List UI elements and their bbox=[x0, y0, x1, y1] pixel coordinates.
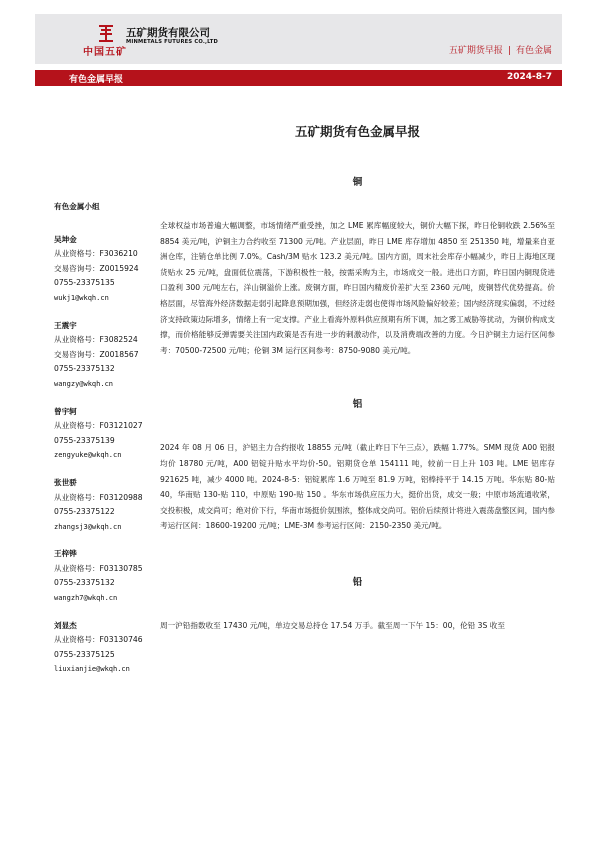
analyst-name: 王震宇 bbox=[54, 320, 77, 330]
analyst-info-line: 0755-23375135 bbox=[54, 278, 115, 288]
analyst-sidebar bbox=[54, 200, 154, 690]
banner-date: 2024-8-7 bbox=[506, 72, 552, 82]
analyst-email: zhangsj3@wkqh.cn bbox=[54, 522, 122, 531]
section-body-aluminum: 2024 年 08 月 06 日，沪铝主力合约报收 18855 元/吨（截止昨日下午三点），跌幅 1.77%。SMM 现货 A00 铝报均价 18780 元/吨，A00 铝锭升贴水平均价-50。铝期货仓单 154111 吨，较前一日上升 103 吨。LME 铝库存 921625 吨，减少 4000 吨。2024-8-5：铝锭累库 1.6 万吨至 81.9 万吨，铝棒持平于 14.15 万吨。华东贴 80-贴 40，华南贴 130-贴 110，中原贴 190-贴 150 。华东市场供应压力大，挺价出货，成交一般；中原市场流通收紧，交投积极，成交尚可；绝对价下行，华南市场挺价氛围浓，整体成交尚可。铝价后续预计将进入震荡盘整区间，国内参考运行区间：18600-19200 元/吨；LME-3M 参考运行区间：2150-2350 美元/吨。 bbox=[160, 443, 555, 531]
company-name-cn: 五矿期货有限公司 bbox=[126, 27, 210, 39]
breadcrumb-report: 五矿期货早报 bbox=[448, 46, 503, 56]
breadcrumb-category: 有色金属 bbox=[515, 46, 552, 56]
report-content bbox=[160, 174, 555, 634]
analyst-email: wangzy@wkqh.cn bbox=[54, 379, 114, 388]
analyst-info-line: 交易咨询号：Z0015924 bbox=[54, 263, 139, 273]
analyst-email: zengyuke@wkqh.cn bbox=[54, 451, 122, 460]
page-header bbox=[35, 14, 562, 64]
team-name: 有色金属小组 bbox=[54, 202, 100, 211]
banner-report-name: 有色金属早报 bbox=[69, 75, 124, 85]
analyst-info-line: 0755-23375125 bbox=[54, 649, 115, 659]
section-heading-lead: 铅 bbox=[352, 576, 363, 588]
analyst-card bbox=[54, 233, 154, 306]
header-breadcrumb bbox=[449, 43, 552, 56]
analyst-name: 吴坤金 bbox=[54, 234, 77, 244]
analyst-email: liuxianjie@wkqh.cn bbox=[54, 665, 130, 674]
analyst-card bbox=[54, 547, 154, 605]
report-banner bbox=[35, 70, 562, 86]
analyst-info-line: 从业资格号：F03130746 bbox=[54, 635, 143, 645]
analyst-name: 王梓铧 bbox=[54, 549, 77, 559]
company-name-en: MINMETALS FUTURES CO.,LTD bbox=[126, 39, 219, 45]
analyst-info-line: 0755-23375122 bbox=[54, 507, 115, 517]
analyst-card bbox=[54, 619, 154, 677]
breadcrumb-separator: | bbox=[507, 46, 511, 56]
analyst-info-line: 从业资格号：F03130785 bbox=[54, 563, 143, 573]
analyst-email: wukj1@wkqh.cn bbox=[54, 293, 109, 302]
analyst-name: 张世骄 bbox=[54, 477, 77, 487]
analyst-info-line: 交易咨询号：Z0018567 bbox=[54, 349, 139, 359]
section-body-lead: 周一沪铅指数收至 17430 元/吨，单边交易总持仓 17.54 万手。截至周一下午 15：00，伦铅 3S 收至 bbox=[160, 620, 505, 630]
analyst-info-line: 0755-23375139 bbox=[54, 435, 115, 445]
analyst-info-line: 从业资格号：F03120988 bbox=[54, 492, 143, 502]
minmetals-logo-icon bbox=[97, 22, 115, 44]
group-logo-text: 中国五矿 bbox=[83, 47, 127, 58]
section-body-copper: 全球权益市场普遍大幅调整，市场情绪严重受挫，加之 LME 累库幅度较大，铜价大幅下探，昨日伦铜收跌 2.56%至 8854 美元/吨，沪铜主力合约收至 71300 元/吨。产业层面，昨日 LME 库存增加 4850 至 251350 吨，增量来自亚洲仓库，注销仓单比例 7.0%。Cash/3M 贴水 123.2 美元/吨。国内方面，周末社会库存小幅减少，昨日上海地区现货贴水 25 元/吨，盘面低位震荡，下游积极性一般，按需采购为主，市场成交一般。进出口方面，昨日国内铜现货进口盈利 300 元/吨左右，洋山铜溢价上涨。废铜方面，昨日国内精废价差扩大至 2360 元/吨，废铜替代优势提高。价格层面，尽管海外经济数据走弱引起降息预期加强，但经济走弱也使得市场风险偏好较差；国内经济现实偏弱，不过经济支持政策边际增多，情绪上有一定支撑。产业上看海外原料供应预期有所下调，加之雾工威胁等扰动，为铜价构成支撑，而价格能够反弹需要关注国内政策是否有进一步的刺激动作，以及消费端改善的力度。今日沪铜主力运行区间参考：70500-72500 元/吨；伦铜 3M 运行区间参考：8750-9080 美元/吨。 bbox=[160, 221, 555, 355]
analyst-name: 刘显杰 bbox=[54, 620, 77, 630]
analyst-card bbox=[54, 319, 154, 392]
analyst-info-line: 从业资格号：F3082524 bbox=[54, 335, 138, 345]
section-heading-aluminum: 铝 bbox=[352, 399, 363, 411]
analyst-info-line: 0755-23375132 bbox=[54, 578, 115, 588]
analyst-info-line: 从业资格号：F3036210 bbox=[54, 249, 138, 259]
section-heading-copper: 铜 bbox=[352, 177, 363, 188]
analyst-email: wangzh7@wkqh.cn bbox=[54, 594, 118, 603]
analyst-info-line: 0755-23375132 bbox=[54, 364, 115, 374]
analyst-card bbox=[54, 476, 154, 534]
analyst-name: 曾宇轲 bbox=[54, 406, 77, 416]
analyst-card bbox=[54, 405, 154, 463]
page-title: 五矿期货有色金属早报 bbox=[294, 124, 420, 139]
analyst-info-line: 从业资格号：F03121027 bbox=[54, 421, 143, 431]
